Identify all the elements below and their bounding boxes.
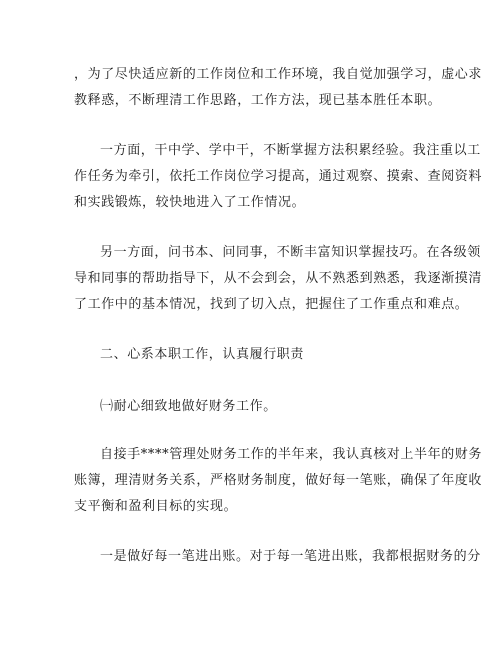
text-line: 和实践锻炼，较快地进入了工作情况。 xyxy=(74,195,306,210)
text-line: ㈠耐心细致地做好财务工作。 xyxy=(100,399,277,414)
text-line: 导和同事的帮助指导下，从不会到会，从不熟悉到熟悉，我逐渐摸清 xyxy=(74,271,483,286)
paragraph-accounts xyxy=(88,544,481,570)
text-line: 自接手****管理处财务工作的半年来，我认真核对上半年的财务 xyxy=(100,447,483,462)
paragraph-intro xyxy=(74,62,483,114)
paragraph-asking-questions xyxy=(74,240,483,318)
text-line: 了工作中的基本情况，找到了切入点，把握住了工作重点和难点。 xyxy=(74,297,469,312)
text-line: 一是做好每一笔进出账。对于每一笔进出账，我都根据财务的分 xyxy=(100,549,481,564)
subsection-heading-finance xyxy=(88,394,420,420)
text-line: 教释惑，不断理清工作思路，工作方法，现已基本胜任本职。 xyxy=(74,93,442,108)
text-line: ，为了尽快适应新的工作岗位和工作环境，我自觉加强学习，虚心求 xyxy=(74,67,483,82)
paragraph-learning-by-doing xyxy=(74,138,483,216)
text-line: 一方面，干中学、学中干，不断掌握方法积累经验。我注重以工 xyxy=(100,143,481,158)
text-line: 作任务为牵引，依托工作岗位学习提高，通过观察、摸索、查阅资料 xyxy=(74,169,483,184)
section-heading-duties xyxy=(88,342,420,368)
text-line: 账簿，理清财务关系，严格财务制度，做好每一笔账，确保了年度收 xyxy=(74,473,483,488)
text-line: 支平衡和盈利目标的实现。 xyxy=(74,499,238,514)
paragraph-finance-work xyxy=(74,442,483,520)
text-line: 另一方面，问书本、问同事，不断丰富知识掌握技巧。在各级领 xyxy=(100,245,481,260)
text-line: 二、心系本职工作，认真履行职责 xyxy=(100,347,305,362)
